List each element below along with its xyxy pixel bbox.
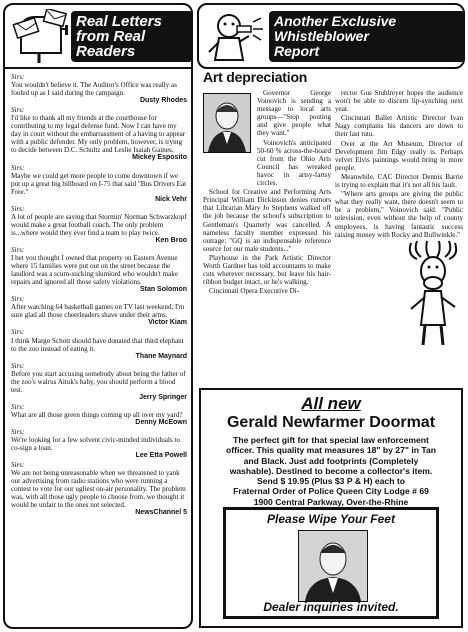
whistleblower-banner bbox=[197, 3, 465, 69]
article-paragraph: Cincinnati Opera Executive Di- bbox=[209, 287, 300, 296]
ad-body-line: washable). Destined to become a collector's item. bbox=[229, 465, 433, 476]
title-line: Whistleblower bbox=[274, 28, 369, 44]
letter-body: We are not being unreasonable when we threatened to yank our advertising from radio stations who were running a contest to vote for our ugliest on-air personality. The problem was, with all those ugly people to choose from, we thought it would be unfair to the ones not selected. bbox=[11, 469, 186, 510]
letter-body: We're looking for a few solvent civic-minded individuals to co-sign a loan. bbox=[11, 436, 180, 453]
letter-signature: Lee Etta Powell bbox=[135, 452, 187, 460]
ad-body-line: Fraternal Order of Police Queen City Lodge # 69 bbox=[233, 486, 429, 497]
article-paragraph: Cincinnati Ballet Artistic Director Ivan Nagy complains his dancers are down to their last tutu. bbox=[335, 114, 463, 139]
letters-list bbox=[11, 73, 187, 519]
letter-salutation: Sirs: bbox=[11, 428, 25, 437]
letter-body: I bet you thought I owned that property on Eastern Avenue where 15 families were put out on the street because the landlord was a scum-sucking slumlord who wouldn't make repairs and ignored all those safety violations. bbox=[11, 254, 178, 287]
letter-salutation: Sirs: bbox=[11, 461, 25, 470]
letters-title bbox=[71, 11, 191, 62]
letter-signature: Nick Vehr bbox=[155, 195, 187, 203]
letter-salutation: Sirs: bbox=[11, 204, 25, 213]
ad-body-line: Send $ 19.95 (Plus $3 P & H) each to bbox=[257, 476, 405, 487]
article-paragraph: rector Gus Stuhlreyer hopes the audience won't be able to discern lip-synching next year. bbox=[335, 89, 463, 114]
letter-item bbox=[11, 428, 187, 460]
whistle-blowing-cartoon-icon bbox=[205, 8, 267, 62]
ad-body-line: officer. This quality mat measures 18" by 27" in Tan bbox=[225, 445, 436, 456]
man-portrait-photo bbox=[298, 530, 368, 602]
letter-salutation: Sirs: bbox=[11, 295, 25, 304]
letter-salutation: Sirs: bbox=[11, 163, 25, 172]
letter-item bbox=[11, 461, 187, 517]
doormat-ad bbox=[199, 388, 463, 628]
letter-body: After watching 64 basketball games on TV last weekend, I'm sure glad all those cheerleaders shave under their arms. bbox=[11, 303, 185, 320]
letter-salutation: Sirs: bbox=[11, 328, 25, 337]
letter-body: A lot of people are saying that Stormin' Norman Schwarzkopf would make a great football coach. The only problem is...where would they ever find a team to play twice. bbox=[11, 212, 187, 237]
doormat-illustration bbox=[223, 507, 439, 619]
letter-salutation: Sirs: bbox=[11, 361, 25, 370]
article-headline: Art depreciation bbox=[203, 69, 308, 85]
letter-salutation: Sirs: bbox=[11, 245, 25, 254]
ad-body bbox=[211, 435, 451, 507]
art-depreciation-article bbox=[197, 67, 465, 387]
letter-signature: Ken Broo bbox=[155, 236, 187, 244]
article-paragraph: Playhouse in the Park Artistic Director Worth Gardner has told accountants to make cuts wherever necessary, but leave his hair-ribbon budget intact, or he's walking. bbox=[203, 253, 331, 287]
letter-body: I think Margo Schott should have donated that third elephant to the zoo instead of eating it. bbox=[11, 336, 184, 353]
letter-item bbox=[11, 164, 187, 204]
letter-signature: Mickey Esposito bbox=[132, 154, 187, 162]
article-column-1 bbox=[203, 89, 331, 296]
letter-body: Before you start accusing somebody about being the father of the zoo's walrus Aituk's baby, you should perform a blood test. bbox=[11, 369, 186, 394]
article-paragraph: Governor George Voinovich is sending a message to local arts groups—"Stop pouting and give people what they want." bbox=[257, 89, 331, 138]
letter-item bbox=[11, 73, 187, 105]
mat-top-text: Please Wipe Your Feet bbox=[267, 512, 395, 526]
article-paragraph: Voinovich's anticipated 50-60 % across-the-board cut from the Ohio Arts Council has wreaked havoc in artsy-fartsy circles. bbox=[257, 138, 331, 188]
letter-item bbox=[11, 362, 187, 402]
article-paragraph: Meanwhile, CAC Director Dennis Barrie is trying to explain that it's not all his fault. bbox=[335, 172, 463, 190]
letters-banner bbox=[5, 5, 191, 69]
letter-body: You wouldn't believe it. The Auditor's Office was really as fouled up as I said during the campaign. bbox=[11, 81, 177, 98]
letter-body: I'd like to thank all my friends at the courthouse for contributing to my legal defense fund. Now I can have my day in court without the embarrassment of a having to appear with a public defender. My only problem, however, is trying to decide between D.C. Schultz and Leslie Isaiah Gaines. bbox=[11, 114, 186, 155]
letter-item bbox=[11, 295, 187, 327]
title-line: Another Exclusive bbox=[274, 13, 397, 29]
letter-signature: Jerry Springer bbox=[139, 393, 187, 401]
article-paragraph: "Where arts groups are giving the public what they really want, there doesn't seem to be a problem," Voinovich said. "Public television, even without the help of county employees, is having fantastic success raising money with Rocky and Bullwinkle." bbox=[335, 190, 463, 239]
letters-column bbox=[3, 3, 193, 629]
title-line: Report bbox=[274, 43, 320, 59]
letter-signature: Victor Kiam bbox=[148, 319, 187, 327]
letter-item bbox=[11, 328, 187, 360]
letter-salutation: Sirs: bbox=[11, 106, 25, 115]
ad-kicker: All new bbox=[301, 394, 361, 413]
letter-body: Maybe we could get more people to come downtown if we put up a great big billboard on I-75 that said "Bus Drivers Eat Free." bbox=[11, 171, 187, 196]
letter-body: What are all those green things coming up all over my yard? bbox=[11, 410, 183, 419]
moose-cartoon-icon bbox=[403, 235, 463, 347]
letter-item bbox=[11, 246, 187, 294]
article-paragraph: Over at the Art Museum, Director of Development Jim Edgy really is. Perhaps velvet Elvis paintings would bring in more people. bbox=[335, 139, 463, 172]
letter-signature: Denny McEown bbox=[135, 418, 187, 426]
title-line: Readers bbox=[76, 43, 136, 60]
newspaper-page bbox=[3, 3, 465, 629]
mat-bottom-text: Dealer inquiries invited. bbox=[263, 600, 399, 614]
title-line: from Real bbox=[76, 28, 146, 45]
letter-item bbox=[11, 403, 187, 427]
ad-body-line: 1900 Central Parkway, Over-the-Rhine bbox=[253, 496, 409, 507]
title-line: Real Letters bbox=[76, 13, 162, 30]
letter-signature: Stan Solomon bbox=[139, 286, 187, 294]
article-paragraph: School for Creative and Performing Arts Principal William Dickinson denies rumors that Librarian Mary Jo Stephens walked off the job because the school's subscription to Gentleman's Quarterly was cancelled. A nameless faculty member expressed his outrage: "GQ is an indispensable reference source for our male students..." bbox=[203, 188, 331, 253]
ad-body-line: and Black. Just add footprints (Completely bbox=[243, 455, 419, 466]
letter-signature: Thane Maynard bbox=[135, 352, 187, 360]
letter-signature: Dusty Rhodes bbox=[139, 97, 187, 105]
letter-item bbox=[11, 106, 187, 162]
letter-item bbox=[11, 205, 187, 245]
article-column-2 bbox=[335, 89, 463, 240]
whistleblower-column bbox=[197, 3, 465, 629]
letter-salutation: Sirs: bbox=[11, 73, 25, 81]
letter-salutation: Sirs: bbox=[11, 402, 25, 411]
whistleblower-title bbox=[269, 11, 465, 62]
letter-signature: NewsChannel 5 bbox=[135, 509, 187, 517]
ad-body-line: The perfect gift for that special law enforcement bbox=[233, 435, 429, 445]
mailbox-letters-icon bbox=[11, 9, 69, 63]
ad-headline: Gerald Newfarmer Doormat bbox=[226, 414, 436, 431]
